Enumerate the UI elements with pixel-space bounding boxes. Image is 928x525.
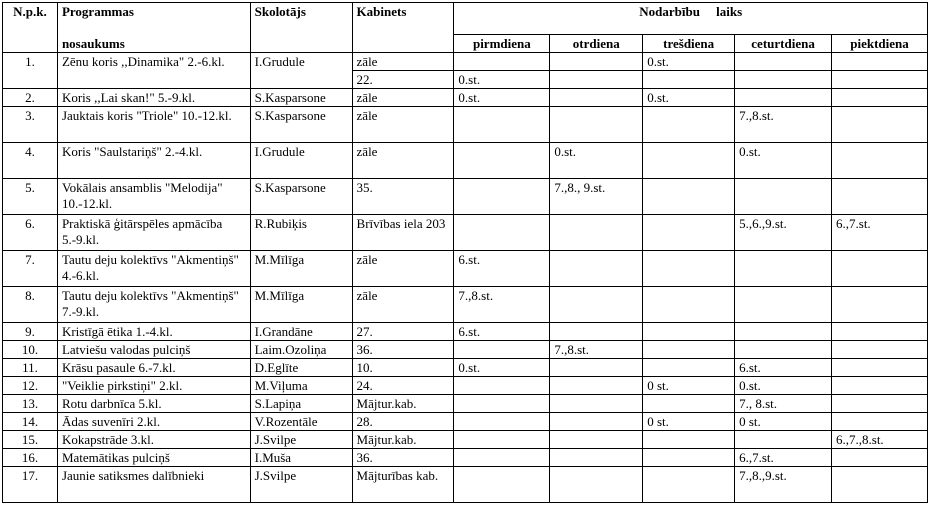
- program-name: Jaunie satiksmes dalībnieki: [57, 467, 250, 503]
- day-cell: [454, 215, 550, 251]
- day-cell: [550, 395, 643, 413]
- program-name: Vokālais ansamblis "Melodija" 10.-12.kl.: [57, 179, 250, 215]
- table-row: [3, 53, 928, 71]
- program-name: Tautu deju kolektīvs "Akmentiņš" 7.-9.kl.: [57, 287, 250, 323]
- day-cell: [643, 107, 735, 143]
- day-cell: 6.st.: [735, 359, 832, 377]
- header-room: Kabinets: [352, 3, 454, 53]
- room-cell: Mājtur.kab.: [352, 395, 454, 413]
- day-cell: [832, 359, 928, 377]
- room-cell: zāle: [352, 287, 454, 323]
- day-cell: [550, 449, 643, 467]
- room-cell: 27.: [352, 323, 454, 341]
- teacher-name: J.Svilpe: [250, 467, 352, 503]
- day-cell: [643, 467, 735, 503]
- day-cell: [643, 251, 735, 287]
- day-cell: [643, 323, 735, 341]
- day-cell: [832, 107, 928, 143]
- day-cell: [550, 323, 643, 341]
- table-row: [3, 341, 928, 359]
- table-row: [3, 431, 928, 449]
- row-number: 9.: [3, 323, 58, 341]
- day-cell: [454, 341, 550, 359]
- header-day-friday: piektdiena: [832, 35, 928, 53]
- header-program: Programmas nosaukums: [57, 3, 250, 53]
- day-cell: [735, 251, 832, 287]
- teacher-name: I.Grudule: [250, 53, 352, 89]
- day-cell: [735, 287, 832, 323]
- day-cell: [550, 287, 643, 323]
- day-cell: [454, 467, 550, 503]
- day-cell: [735, 323, 832, 341]
- day-cell: 0 st.: [643, 413, 735, 431]
- program-name: Jauktais koris "Triole" 10.-12.kl.: [57, 107, 250, 143]
- teacher-name: M.Mīlīga: [250, 251, 352, 287]
- day-cell: [550, 215, 643, 251]
- table-row: [3, 179, 928, 215]
- room-cell: zāle: [352, 53, 454, 71]
- teacher-name: R.Rubiķis: [250, 215, 352, 251]
- row-number: 8.: [3, 287, 58, 323]
- program-name: Krāsu pasaule 6.-7.kl.: [57, 359, 250, 377]
- teacher-name: I.Grudule: [250, 143, 352, 179]
- schedule-table: [2, 2, 928, 503]
- room-cell: 24.: [352, 377, 454, 395]
- room-cell: 36.: [352, 449, 454, 467]
- day-cell: [550, 251, 643, 287]
- day-cell: [643, 143, 735, 179]
- room-cell: 22.: [352, 71, 454, 89]
- day-cell: [832, 341, 928, 359]
- row-number: 16.: [3, 449, 58, 467]
- day-cell: [832, 143, 928, 179]
- day-cell: [550, 431, 643, 449]
- teacher-name: S.Lapiņa: [250, 395, 352, 413]
- teacher-name: I.Muša: [250, 449, 352, 467]
- teacher-name: Laim.Ozoliņa: [250, 341, 352, 359]
- program-name: "Veiklie pirkstiņi" 2.kl.: [57, 377, 250, 395]
- day-cell: [643, 449, 735, 467]
- table-row: [3, 359, 928, 377]
- day-cell: [735, 89, 832, 107]
- day-cell: 6.st.: [454, 251, 550, 287]
- room-cell: 36.: [352, 341, 454, 359]
- table-row: [3, 467, 928, 503]
- program-name: Praktiskā ģitārspēles apmācība 5.-9.kl.: [57, 215, 250, 251]
- day-cell: [454, 179, 550, 215]
- header-day-thursday: ceturtdiena: [735, 35, 832, 53]
- day-cell: [735, 71, 832, 89]
- row-number: 14.: [3, 413, 58, 431]
- day-cell: [550, 467, 643, 503]
- program-name: Kristīgā ētika 1.-4.kl.: [57, 323, 250, 341]
- room-cell: 28.: [352, 413, 454, 431]
- day-cell: 7.,8., 9.st.: [550, 179, 643, 215]
- header-day-wednesday: trešdiena: [643, 35, 735, 53]
- day-cell: [643, 215, 735, 251]
- teacher-name: M.Viļuma: [250, 377, 352, 395]
- row-number: 6.: [3, 215, 58, 251]
- day-cell: [643, 431, 735, 449]
- day-cell: 6.,7.st.: [735, 449, 832, 467]
- row-number: 17.: [3, 467, 58, 503]
- teacher-name: S.Kasparsone: [250, 107, 352, 143]
- room-cell: Mājtur.kab.: [352, 431, 454, 449]
- day-cell: [643, 359, 735, 377]
- day-cell: [643, 341, 735, 359]
- day-cell: [832, 449, 928, 467]
- room-cell: zāle: [352, 143, 454, 179]
- day-cell: [643, 71, 735, 89]
- room-cell: zāle: [352, 251, 454, 287]
- day-cell: [832, 251, 928, 287]
- day-cell: [832, 377, 928, 395]
- table-row: [3, 377, 928, 395]
- table-row: [3, 215, 928, 251]
- header-day-tuesday: otrdiena: [550, 35, 643, 53]
- day-cell: [643, 395, 735, 413]
- day-cell: [735, 179, 832, 215]
- day-cell: [550, 413, 643, 431]
- day-cell: 0 st.: [735, 413, 832, 431]
- table-row: [3, 413, 928, 431]
- day-cell: 0.st.: [643, 53, 735, 71]
- room-cell: zāle: [352, 107, 454, 143]
- row-number: 2.: [3, 89, 58, 107]
- teacher-name: S.Kasparsone: [250, 179, 352, 215]
- day-cell: [643, 287, 735, 323]
- table-row: [3, 251, 928, 287]
- header-teacher: Skolotājs: [250, 3, 352, 53]
- header-time: Nodarbību laiks: [454, 3, 928, 35]
- day-cell: [832, 71, 928, 89]
- day-cell: 0 st.: [643, 377, 735, 395]
- row-number: 3.: [3, 107, 58, 143]
- day-cell: [454, 107, 550, 143]
- header-row: [3, 3, 928, 35]
- day-cell: 7., 8.st.: [735, 395, 832, 413]
- row-number: 13.: [3, 395, 58, 413]
- day-cell: [643, 179, 735, 215]
- table-row: [3, 449, 928, 467]
- row-number: 10.: [3, 341, 58, 359]
- row-number: 4.: [3, 143, 58, 179]
- day-cell: [550, 377, 643, 395]
- day-cell: 0.st.: [454, 359, 550, 377]
- program-name: Koris ,,Lai skan!" 5.-9.kl.: [57, 89, 250, 107]
- day-cell: 0.st.: [735, 377, 832, 395]
- day-cell: [550, 53, 643, 71]
- room-cell: zāle: [352, 89, 454, 107]
- program-name: Zēnu koris ,,Dinamika" 2.-6.kl.: [57, 53, 250, 89]
- day-cell: [550, 71, 643, 89]
- program-name: Rotu darbnīca 5.kl.: [57, 395, 250, 413]
- day-cell: 0.st.: [454, 71, 550, 89]
- program-name: Kokapstrāde 3.kl.: [57, 431, 250, 449]
- room-cell: 35.: [352, 179, 454, 215]
- day-cell: [454, 395, 550, 413]
- day-cell: [735, 431, 832, 449]
- day-cell: 5.,6.,9.st.: [735, 215, 832, 251]
- row-number: 5.: [3, 179, 58, 215]
- day-cell: [832, 467, 928, 503]
- day-cell: 6.st.: [454, 323, 550, 341]
- day-cell: 0.st.: [454, 89, 550, 107]
- teacher-name: M.Mīlīga: [250, 287, 352, 323]
- day-cell: [832, 395, 928, 413]
- teacher-name: D.Eglīte: [250, 359, 352, 377]
- day-cell: [832, 323, 928, 341]
- header-npk: N.p.k.: [3, 3, 58, 53]
- program-name: Tautu deju kolektīvs "Akmentiņš" 4.-6.kl.: [57, 251, 250, 287]
- teacher-name: V.Rozentāle: [250, 413, 352, 431]
- header-day-monday: pirmdiena: [454, 35, 550, 53]
- day-cell: 6.,7.,8.st.: [832, 431, 928, 449]
- table-row: [3, 143, 928, 179]
- program-name: Latviešu valodas pulciņš: [57, 341, 250, 359]
- day-cell: [454, 377, 550, 395]
- day-cell: [550, 107, 643, 143]
- day-cell: [832, 89, 928, 107]
- day-cell: [454, 431, 550, 449]
- day-cell: [832, 287, 928, 323]
- day-cell: [550, 89, 643, 107]
- day-cell: 0.st.: [735, 143, 832, 179]
- program-name: Koris "Saulstariņš" 2.-4.kl.: [57, 143, 250, 179]
- day-cell: 7.,8.,9.st.: [735, 467, 832, 503]
- table-row: [3, 323, 928, 341]
- day-cell: [832, 413, 928, 431]
- day-cell: 7.,8.st.: [550, 341, 643, 359]
- day-cell: 7.,8.st.: [735, 107, 832, 143]
- teacher-name: I.Grandāne: [250, 323, 352, 341]
- table-row: [3, 287, 928, 323]
- day-cell: 7.,8.st.: [454, 287, 550, 323]
- room-cell: Mājturības kab.: [352, 467, 454, 503]
- day-cell: [735, 341, 832, 359]
- day-cell: [454, 53, 550, 71]
- day-cell: [454, 449, 550, 467]
- day-cell: 6.,7.st.: [832, 215, 928, 251]
- room-cell: 10.: [352, 359, 454, 377]
- day-cell: [832, 53, 928, 71]
- day-cell: [735, 53, 832, 71]
- row-number: 1.: [3, 53, 58, 89]
- day-cell: [454, 413, 550, 431]
- program-name: Ādas suvenīri 2.kl.: [57, 413, 250, 431]
- day-cell: [454, 143, 550, 179]
- day-cell: [832, 179, 928, 215]
- table-row: [3, 395, 928, 413]
- table-row: [3, 89, 928, 107]
- day-cell: [550, 359, 643, 377]
- row-number: 12.: [3, 377, 58, 395]
- program-name: Matemātikas pulciņš: [57, 449, 250, 467]
- teacher-name: J.Svilpe: [250, 431, 352, 449]
- table-row: [3, 107, 928, 143]
- room-cell: Brīvības iela 203: [352, 215, 454, 251]
- day-cell: 0.st.: [643, 89, 735, 107]
- teacher-name: S.Kasparsone: [250, 89, 352, 107]
- row-number: 15.: [3, 431, 58, 449]
- row-number: 11.: [3, 359, 58, 377]
- row-number: 7.: [3, 251, 58, 287]
- day-cell: 0.st.: [550, 143, 643, 179]
